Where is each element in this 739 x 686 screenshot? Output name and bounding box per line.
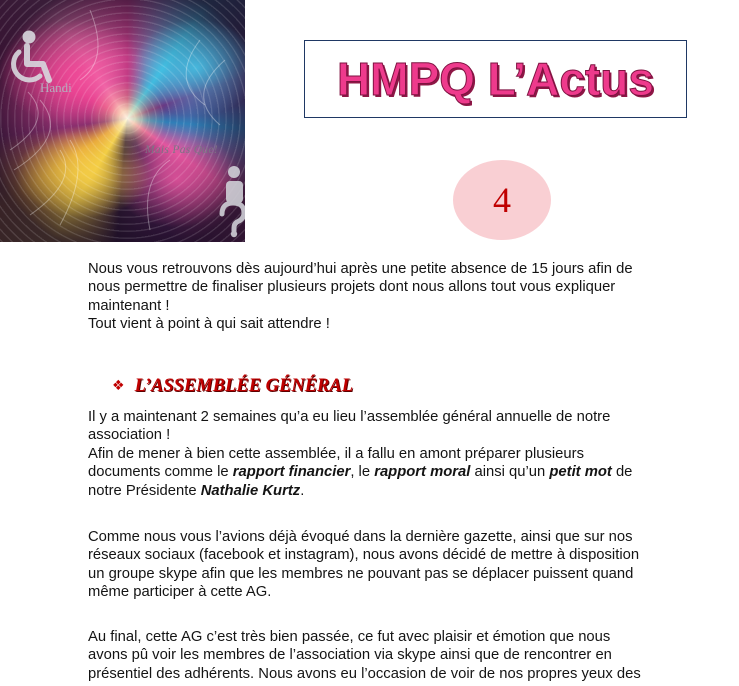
diamond-bullet-icon: ❖ xyxy=(112,378,125,394)
bold-term-rapport-financier: rapport financier xyxy=(232,464,351,481)
text-line: Tout vient à point à qui sait attendre ! xyxy=(88,316,330,333)
text-line: Nous vous retrouvons dès aujourd’hui après une petite absence de 15 jours afin de xyxy=(88,261,633,277)
issue-number-badge xyxy=(453,160,551,240)
person-question-icon xyxy=(222,166,244,237)
logo-text-tagline: Mais Pas Que! xyxy=(145,144,218,156)
assembly-paragraph xyxy=(88,408,632,500)
logo-text-handi: Handi xyxy=(40,80,72,95)
bold-term-rapport-moral: rapport moral xyxy=(374,464,471,481)
section-heading xyxy=(112,375,353,397)
conclusion-paragraph xyxy=(88,628,641,683)
text-segment: ainsi qu’un xyxy=(470,464,550,481)
skype-paragraph xyxy=(88,528,639,602)
newsletter-title-box xyxy=(304,40,687,118)
text-line: Afin de mener à bien cette assemblée, il a fallu en amont préparer plusieurs xyxy=(88,445,584,462)
issue-number: 4 xyxy=(493,180,511,220)
text-segment: , le xyxy=(350,464,375,481)
text-line: avons pû voir les membres de l’association via skype ainsi que de rencontrer en xyxy=(88,647,612,664)
text-line: Comme nous vous l’avions déjà évoqué dans la dernière gazette, ainsi que sur nos xyxy=(88,529,633,545)
bold-term-president-name: Nathalie Kurtz xyxy=(200,482,301,499)
text-line: association ! xyxy=(88,427,171,444)
text-line: maintenant ! xyxy=(88,297,170,314)
section-heading-text: L’ASSEMBLÉE GÉNÉRAL xyxy=(134,375,354,396)
text-line xyxy=(88,482,632,500)
text-line: réseaux sociaux (facebook et instagram), nous avons décidé de mettre à disposition xyxy=(88,547,640,564)
intro-paragraph xyxy=(88,260,633,334)
text-line: nous permettre de finaliser plusieurs projets dont nous allons tout vous expliquer xyxy=(88,279,616,296)
text-line: même participer à cette AG. xyxy=(88,584,272,601)
text-line: un groupe skype afin que les membres ne pouvant pas se déplacer puissent quand xyxy=(88,565,634,582)
text-segment: . xyxy=(300,482,305,499)
text-line: Il y a maintenant 2 semaines qu’a eu lieu l’assemblée général annuelle de notre xyxy=(88,409,611,425)
text-segment: documents comme le xyxy=(88,464,233,481)
text-segment: de xyxy=(611,464,633,481)
text-line: Au final, cette AG c’est très bien passée, ce fut avec plaisir et émotion que nous xyxy=(88,629,611,645)
bold-term-petit-mot: petit mot xyxy=(549,464,612,481)
text-line: présentiel des adhérents. Nous avons eu l’occasion de voir de nos propres yeux des xyxy=(88,665,641,682)
logo-swirl-overlay xyxy=(0,0,245,242)
logo-image xyxy=(0,0,245,242)
wheelchair-icon xyxy=(14,31,49,81)
text-line xyxy=(88,463,632,481)
newsletter-title: HMPQ L’Actus xyxy=(337,53,654,105)
text-segment: notre Présidente xyxy=(88,482,201,499)
